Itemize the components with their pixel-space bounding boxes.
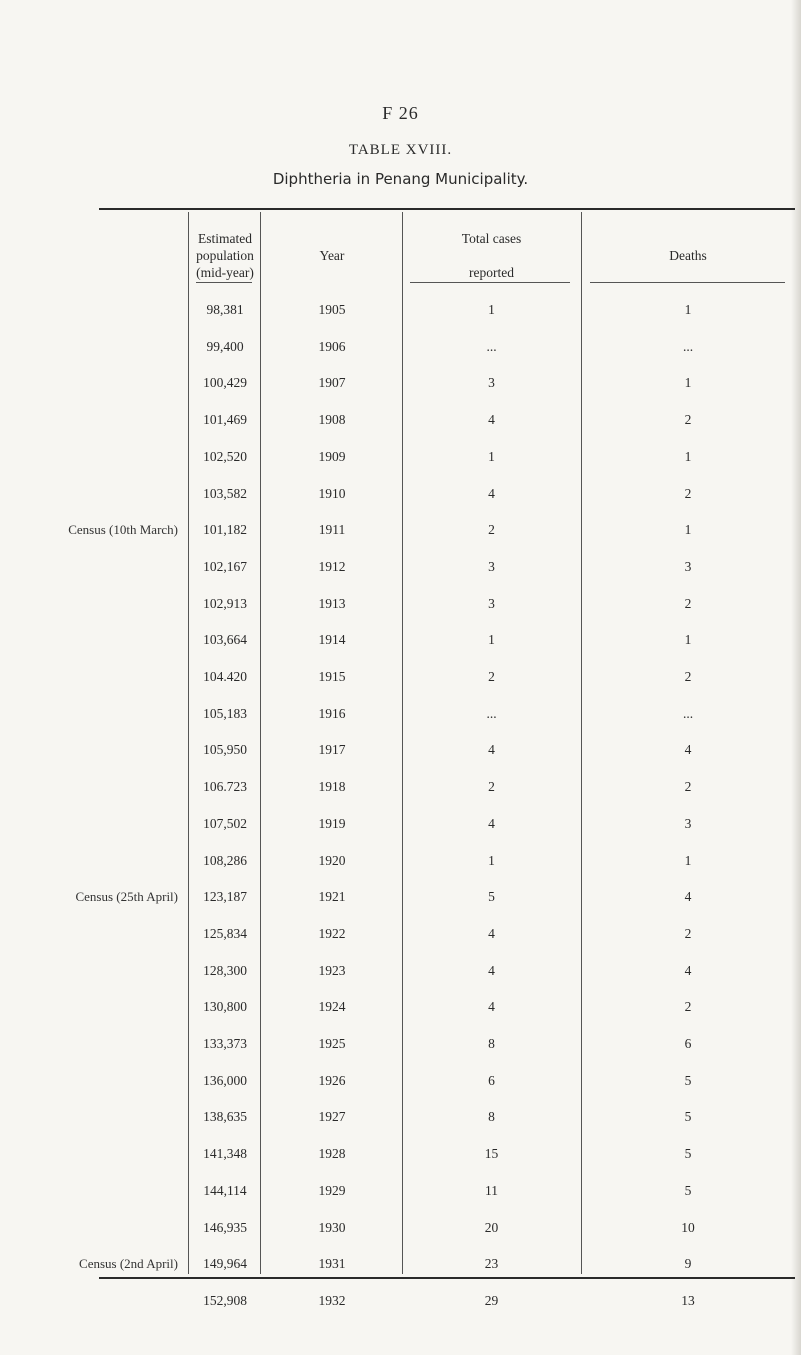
deaths-cell: 5 [684, 1146, 692, 1161]
deaths-cell: 1 [684, 632, 692, 647]
deaths-cell: 5 [684, 1183, 692, 1198]
population-cell: 125,834 [203, 926, 247, 941]
population-cell: 123,187 [203, 889, 247, 904]
deaths-cell: 3 [684, 816, 692, 831]
header-cases [402, 230, 581, 281]
cases-cell: 2 [488, 669, 495, 684]
deaths-cell: 13 [681, 1293, 695, 1308]
year-cell: 1920 [318, 853, 346, 868]
deaths-cell: 4 [684, 963, 692, 978]
deaths-cell: 2 [684, 999, 692, 1014]
population-cell: 102,167 [203, 559, 247, 574]
year-cell: 1914 [318, 632, 346, 647]
year-cell: 1923 [318, 963, 346, 978]
year-cell: 1918 [318, 779, 346, 794]
year-cell: 1907 [318, 375, 346, 390]
population-cell: 133,373 [203, 1036, 247, 1051]
year-cell: 1926 [318, 1073, 346, 1088]
population-cell: 128,300 [203, 963, 247, 978]
deaths-cell: 2 [684, 596, 692, 611]
cases-cell: 1 [488, 449, 495, 464]
population-cell: 138,635 [203, 1109, 247, 1124]
population-cell: 106.723 [203, 779, 247, 794]
population-cell: 141,348 [203, 1146, 247, 1161]
header-cases-line1: Total cases [461, 231, 522, 246]
year-cell: 1913 [318, 596, 346, 611]
deaths-cell: 1 [684, 449, 692, 464]
cases-cell: ... [486, 706, 497, 721]
population-cell: 98,381 [206, 302, 244, 317]
cases-cell: 5 [488, 889, 495, 904]
population-cell: 103,664 [203, 632, 247, 647]
year-cell: 1905 [318, 302, 346, 317]
population-cell: 108,286 [203, 853, 247, 868]
table-title: TABLE XVIII. [348, 142, 453, 158]
cases-cell: 1 [488, 302, 495, 317]
population-cell: 146,935 [203, 1220, 247, 1235]
cases-cell: 2 [488, 779, 495, 794]
year-cell: 1906 [318, 339, 346, 354]
cases-cell: 4 [488, 742, 495, 757]
header-cases-line2: reported [469, 265, 514, 280]
year-cell: 1908 [318, 412, 346, 427]
year-cell: 1916 [318, 706, 346, 721]
page-number: F 26 [382, 103, 419, 123]
table-subtitle: Diphtheria in Penang Municipality. [272, 170, 529, 188]
census-note: Census (10th March) [68, 522, 178, 537]
year-cell: 1930 [318, 1220, 346, 1235]
cases-cell: 3 [488, 375, 495, 390]
deaths-cell: 10 [681, 1220, 695, 1235]
year-cell: 1919 [318, 816, 346, 831]
header-population-line3: (mid-year) [196, 265, 254, 280]
population-cell: 101,469 [203, 412, 247, 427]
population-cell: 149,964 [203, 1256, 247, 1271]
cases-cell: 8 [488, 1036, 495, 1051]
cases-cell: 29 [484, 1293, 499, 1308]
year-cell: 1927 [318, 1109, 346, 1124]
year-cell: 1932 [318, 1293, 346, 1308]
population-cell: 104.420 [203, 669, 247, 684]
cases-cell: ... [486, 339, 497, 354]
year-cell: 1921 [318, 889, 346, 904]
year-cell: 1910 [318, 486, 346, 501]
population-cell: 102,913 [203, 596, 247, 611]
deaths-cell: 1 [684, 522, 692, 537]
year-cell: 1924 [318, 999, 346, 1014]
year-cell: 1925 [318, 1036, 346, 1051]
deaths-cell: 3 [684, 559, 692, 574]
deaths-cell: 1 [684, 375, 692, 390]
population-cell: 136,000 [203, 1073, 247, 1088]
deaths-cell: 1 [684, 302, 692, 317]
deaths-cell: 9 [684, 1256, 692, 1271]
cases-cell: 4 [488, 926, 495, 941]
population-cell: 130,800 [203, 999, 247, 1014]
year-cell: 1911 [318, 522, 346, 537]
cases-cell: 8 [488, 1109, 495, 1124]
population-cell: 105,183 [203, 706, 247, 721]
year-cell: 1929 [318, 1183, 346, 1198]
header-population-line2: population [196, 248, 254, 263]
header-deaths: Deaths [669, 248, 707, 263]
cases-cell: 11 [485, 1183, 498, 1198]
year-cell: 1931 [318, 1256, 346, 1271]
deaths-cell: 2 [684, 486, 692, 501]
cases-cell: 1 [488, 632, 495, 647]
deaths-cell: 2 [684, 412, 692, 427]
deaths-cell: 5 [684, 1109, 692, 1124]
deaths-cell: ... [682, 706, 694, 721]
cases-cell: 2 [488, 522, 495, 537]
year-cell: 1909 [318, 449, 346, 464]
cases-cell: 20 [484, 1220, 499, 1235]
deaths-cell: 1 [684, 853, 692, 868]
population-cell: 100,429 [203, 375, 247, 390]
deaths-cell: ... [682, 339, 694, 354]
year-cell: 1917 [318, 742, 346, 757]
cases-cell: 3 [488, 559, 495, 574]
population-cell: 101,182 [203, 522, 247, 537]
header-year: Year [319, 248, 345, 263]
header-population-line1: Estimated [198, 231, 252, 246]
population-cell: 99,400 [206, 339, 244, 354]
population-cell: 152,908 [203, 1293, 247, 1308]
population-cell: 105,950 [203, 742, 247, 757]
header-separator [410, 282, 570, 283]
deaths-cell: 2 [684, 669, 692, 684]
deaths-cell: 4 [684, 889, 692, 904]
deaths-cell: 2 [684, 779, 692, 794]
header-separator [590, 282, 785, 283]
cases-cell: 1 [488, 853, 495, 868]
year-cell: 1912 [318, 559, 346, 574]
table-top-rule [99, 208, 795, 210]
year-cell: 1915 [318, 669, 346, 684]
census-note: Census (2nd April) [79, 1256, 178, 1271]
deaths-cell: 6 [684, 1036, 692, 1051]
population-cell: 103,582 [203, 486, 247, 501]
cases-cell: 6 [488, 1073, 495, 1088]
population-cell: 144,114 [203, 1183, 247, 1198]
census-note: Census (25th April) [75, 889, 178, 904]
cases-cell: 4 [488, 486, 495, 501]
deaths-cell: 5 [684, 1073, 692, 1088]
table-bottom-rule [99, 1277, 795, 1279]
cases-cell: 4 [488, 412, 495, 427]
cases-cell: 23 [484, 1256, 499, 1271]
deaths-cell: 2 [684, 926, 692, 941]
cases-cell: 4 [488, 963, 495, 978]
year-cell: 1928 [318, 1146, 346, 1161]
population-cell: 107,502 [203, 816, 247, 831]
year-cell: 1922 [318, 926, 346, 941]
cases-cell: 15 [484, 1146, 499, 1161]
population-cell: 102,520 [203, 449, 247, 464]
header-population [188, 230, 262, 281]
header-separator [196, 282, 252, 283]
cases-cell: 3 [488, 596, 495, 611]
cases-cell: 4 [488, 999, 495, 1014]
cases-cell: 4 [488, 816, 495, 831]
deaths-cell: 4 [684, 742, 692, 757]
